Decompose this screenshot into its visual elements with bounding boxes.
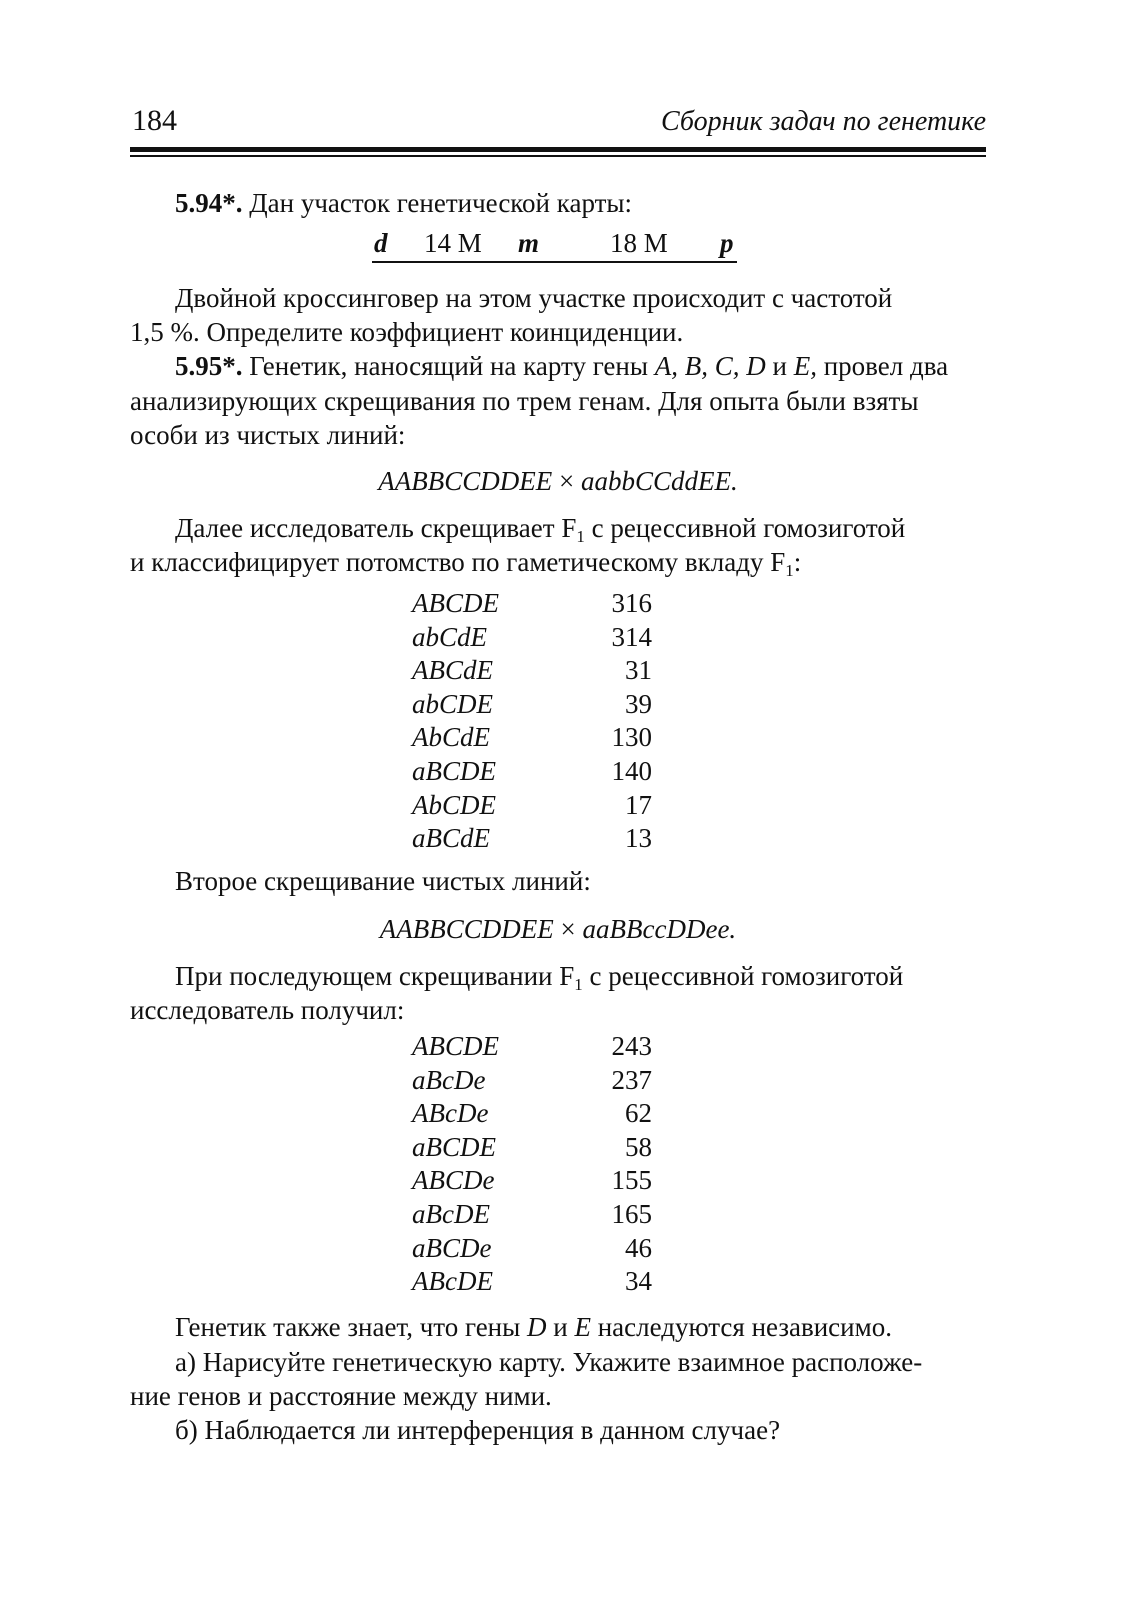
text-fragment: и [546,1312,575,1342]
question-b: б) Наблюдается ли интерференция в данном случае? [175,1415,781,1445]
gamete: ABCDE [412,1031,499,1061]
gamete: AbCDE [412,789,496,820]
running-title: Сборник задач по генетике [661,106,986,137]
text-fragment: Генетик, наносящий на карту гены [242,351,655,381]
table-row [412,1233,652,1267]
table-row [412,790,652,824]
cross-1 [130,464,986,498]
gamete: abCdE [412,621,488,652]
after-cross-2-line2: исследователь получил: [130,995,405,1025]
table-row [412,622,652,656]
table-row [412,1098,652,1132]
map-gene-m: m [518,228,540,258]
gene-d: D [527,1312,547,1342]
table-row [412,1031,652,1065]
count: 34 [625,1266,652,1297]
text-fragment: При последующем скрещивании F [175,961,575,991]
table-row [412,588,652,622]
final-statement [130,1310,986,1344]
problem-text: Дан участок генетической карты: [242,188,633,218]
text-fragment: с рецессивной гомозиготой [582,961,904,991]
subscript: 1 [576,527,585,546]
table-row [412,1266,652,1300]
problem-595-line1 [130,349,986,383]
gamete: ABCdE [412,655,493,686]
count: 140 [611,755,652,786]
question-a-line1: а) Нарисуйте генетическую карту. Укажите взаимное расположе- [175,1347,923,1377]
gamete: ABCDe [412,1165,495,1196]
problem-594-line1: Двойной кроссинговер на этом участке происходит с частотой [175,283,893,313]
count: 314 [611,621,652,652]
problem-595-line2: анализирующих скрещивания по трем генам. Для опыта были взяты [130,386,919,416]
text-fragment: : [793,547,802,577]
gamete: abCDE [412,688,493,719]
times-sign: × [553,914,583,944]
subscript: 1 [785,561,794,580]
text-fragment: провел два [816,351,949,381]
count: 155 [611,1165,652,1196]
times-sign: × [552,466,581,496]
parent-genotype-1: AABBCCDDEE [379,914,554,944]
text-fragment: Генетик также знает, что гены [175,1312,528,1342]
count: 13 [625,823,652,854]
gene-e: E [574,1312,591,1342]
question-a-line2: ние генов и расстояние между ними. [130,1381,552,1411]
gamete: ABcDe [412,1098,489,1129]
count: 237 [611,1064,652,1095]
count: 130 [611,722,652,753]
problem-number: 5.94*. [175,188,243,218]
header-rule-thin [130,155,986,157]
count: 165 [611,1198,652,1229]
after-cross-1-line2 [130,545,986,579]
gene-e: E, [793,351,817,381]
table-row [412,1165,652,1199]
count: 46 [625,1232,652,1263]
gamete: aBcDE [412,1198,490,1229]
table-row [412,1199,652,1233]
text-fragment: Далее исследователь скрещивает F [175,513,577,543]
subscript: 1 [574,975,583,994]
count: 243 [611,1031,652,1061]
map-gene-d: d [374,228,388,258]
gamete: aBCdE [412,823,490,854]
after-cross-1-line1 [130,511,986,545]
text-fragment: и классифицирует потомство по гаметическому вкладу F [130,547,786,577]
gamete: aBCDe [412,1232,492,1263]
parent-genotype-1: AABBCCDDEE [378,466,553,496]
map-distance-2: 18 М [610,228,668,258]
table-row [412,722,652,756]
table-row [412,823,652,857]
text-fragment: с рецессивной гомозиготой [584,513,906,543]
gamete: AbCdE [412,722,490,753]
gamete: aBcDe [412,1064,486,1095]
page-number: 184 [132,104,177,137]
table-row [412,655,652,689]
table-row [412,689,652,723]
header-rule-thick [130,147,986,152]
map-line [372,261,737,263]
gamete: aBCDE [412,1131,496,1162]
gamete: aBCDE [412,755,496,786]
gamete-table-2 [412,1031,652,1300]
count: 58 [625,1131,652,1162]
gene-list: A, B, C, D [654,351,766,381]
map-gene-p: p [720,228,734,258]
parent-genotype-2: aaBBccDDee. [582,914,737,944]
gamete-table-1 [412,588,652,857]
problem-595-line3: особи из чистых линий: [130,420,406,450]
table-row [412,756,652,790]
genetic-map-segment [372,228,742,268]
map-distance-1: 14 М [424,228,482,258]
count: 39 [625,688,652,719]
problem-number: 5.95*. [175,351,243,381]
problem-594-line2: 1,5 %. Определите коэффициент коинциденции. [130,317,684,347]
count: 31 [625,655,652,686]
problem-594-intro [130,186,986,220]
table-row [412,1132,652,1166]
count: 62 [625,1098,652,1129]
parent-genotype-2: aabbCCddEE. [580,466,738,496]
gamete: ABCDE [412,588,499,618]
count: 17 [625,789,652,820]
cross-2 [130,912,986,946]
count: 316 [611,588,652,618]
after-cross-2-line1 [130,959,986,993]
text-fragment: и [765,351,794,381]
page-header [130,104,986,144]
table-row [412,1065,652,1099]
second-cross-label: Второе скрещивание чистых линий: [175,866,591,896]
text-fragment: наследуются независимо. [590,1312,892,1342]
gamete: ABcDE [412,1266,493,1297]
